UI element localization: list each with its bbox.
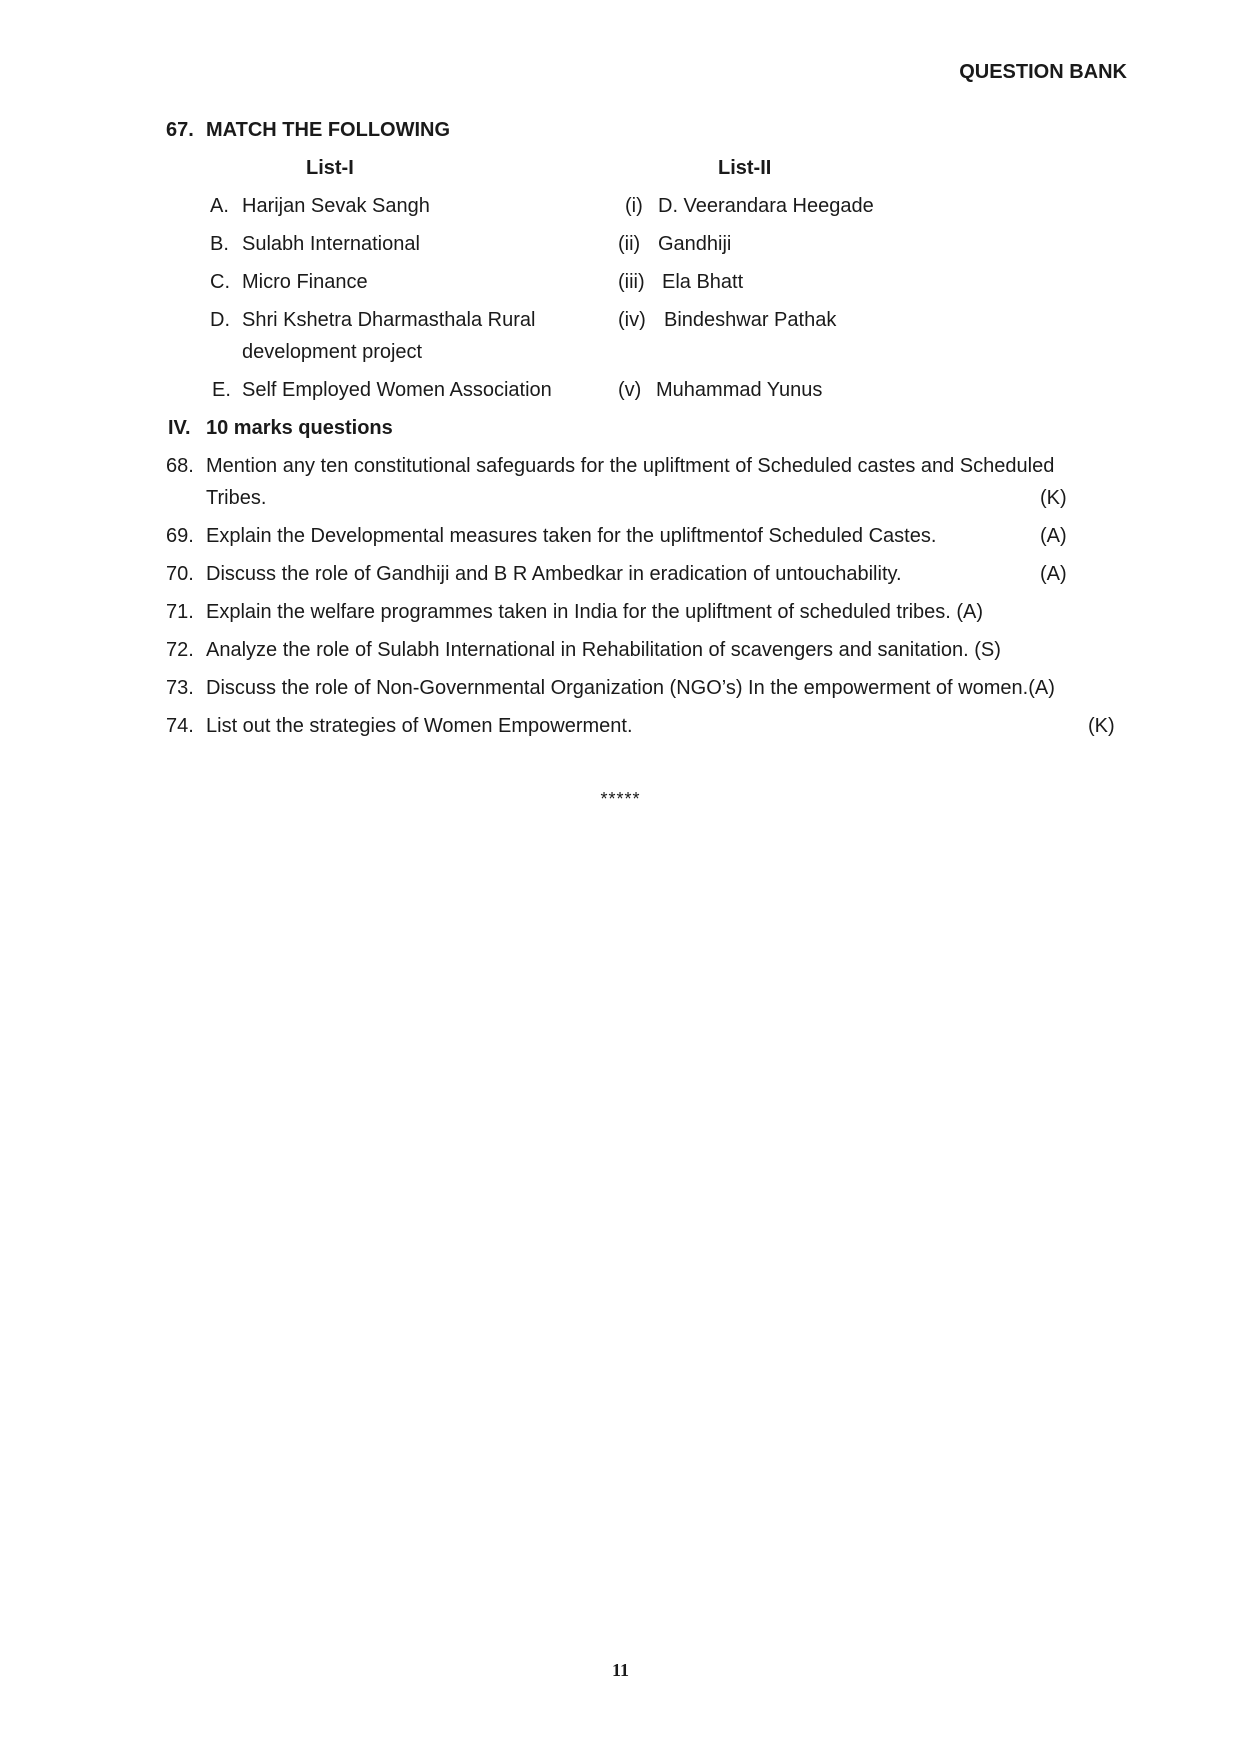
list1-letter: C. — [210, 271, 230, 293]
list1-item: Sulabh International — [242, 233, 420, 255]
list2-item: Gandhiji — [658, 233, 732, 255]
list2-item: Bindeshwar Pathak — [664, 309, 837, 331]
list1-item: Self Employed Women Association — [242, 379, 552, 401]
question-text: Explain the Developmental measures taken for the upliftmentof Scheduled Castes. — [206, 525, 937, 547]
list1-letter: A. — [210, 195, 229, 217]
question-text: List out the strategies of Women Empowerment. — [206, 715, 633, 737]
question-number: 69. — [166, 525, 194, 547]
question-number: 70. — [166, 563, 194, 585]
question-text: Discuss the role of Non-Governmental Organization (NGO’s) In the empowerment of women.(A) — [206, 677, 1055, 699]
list2-item: Ela Bhatt — [662, 271, 744, 293]
list2-item: D. Veerandara Heegade — [658, 195, 874, 217]
question-number: 72. — [166, 639, 194, 661]
question-text: Discuss the role of Gandhiji and B R Ambedkar in eradication of untouchability. — [206, 563, 902, 585]
question-mark-code: (K) — [1040, 487, 1067, 509]
question-title: MATCH THE FOLLOWING — [206, 119, 451, 141]
question-number: 67. — [166, 119, 194, 141]
question-number: 68. — [166, 455, 194, 477]
list1-item: Shri Kshetra Dharmasthala Rural — [242, 309, 536, 331]
section-number: IV. — [168, 417, 191, 439]
list2-header: List-II — [718, 157, 772, 179]
page-number: 11 — [611, 1660, 629, 1680]
list2-item: Muhammad Yunus — [656, 379, 823, 401]
question-text-continued: Tribes. — [206, 487, 267, 509]
question-number: 73. — [166, 677, 194, 699]
question-text: Analyze the role of Sulabh International in Rehabilitation of scavengers and sanitation. (S) — [206, 639, 1001, 661]
question-mark-code: (K) — [1088, 715, 1115, 737]
question-number: 74. — [166, 715, 194, 737]
list2-numeral: (iii) — [618, 271, 645, 293]
list2-numeral: (iv) — [618, 309, 646, 331]
question-text: Mention any ten constitutional safeguards for the upliftment of Scheduled castes and Scheduled — [206, 455, 1055, 477]
list1-letter: E. — [212, 379, 231, 401]
list1-letter: D. — [210, 309, 230, 331]
list1-item-continued: development project — [242, 341, 423, 363]
list1-item: Harijan Sevak Sangh — [242, 195, 430, 217]
list1-item: Micro Finance — [242, 271, 368, 293]
list1-header: List-I — [306, 157, 354, 179]
section-title: 10 marks questions — [206, 417, 393, 439]
list1-letter: B. — [210, 233, 229, 255]
page-header-title: QUESTION BANK — [959, 61, 1127, 83]
question-text: Explain the welfare programmes taken in India for the upliftment of scheduled tribes. (A) — [206, 601, 984, 623]
question-mark-code: (A) — [1040, 563, 1067, 585]
question-number: 71. — [166, 601, 194, 623]
list2-numeral: (i) — [625, 195, 643, 217]
end-marker: ***** — [600, 789, 641, 809]
list2-numeral: (v) — [618, 379, 642, 401]
list2-numeral: (ii) — [618, 233, 641, 255]
question-mark-code: (A) — [1040, 525, 1067, 547]
